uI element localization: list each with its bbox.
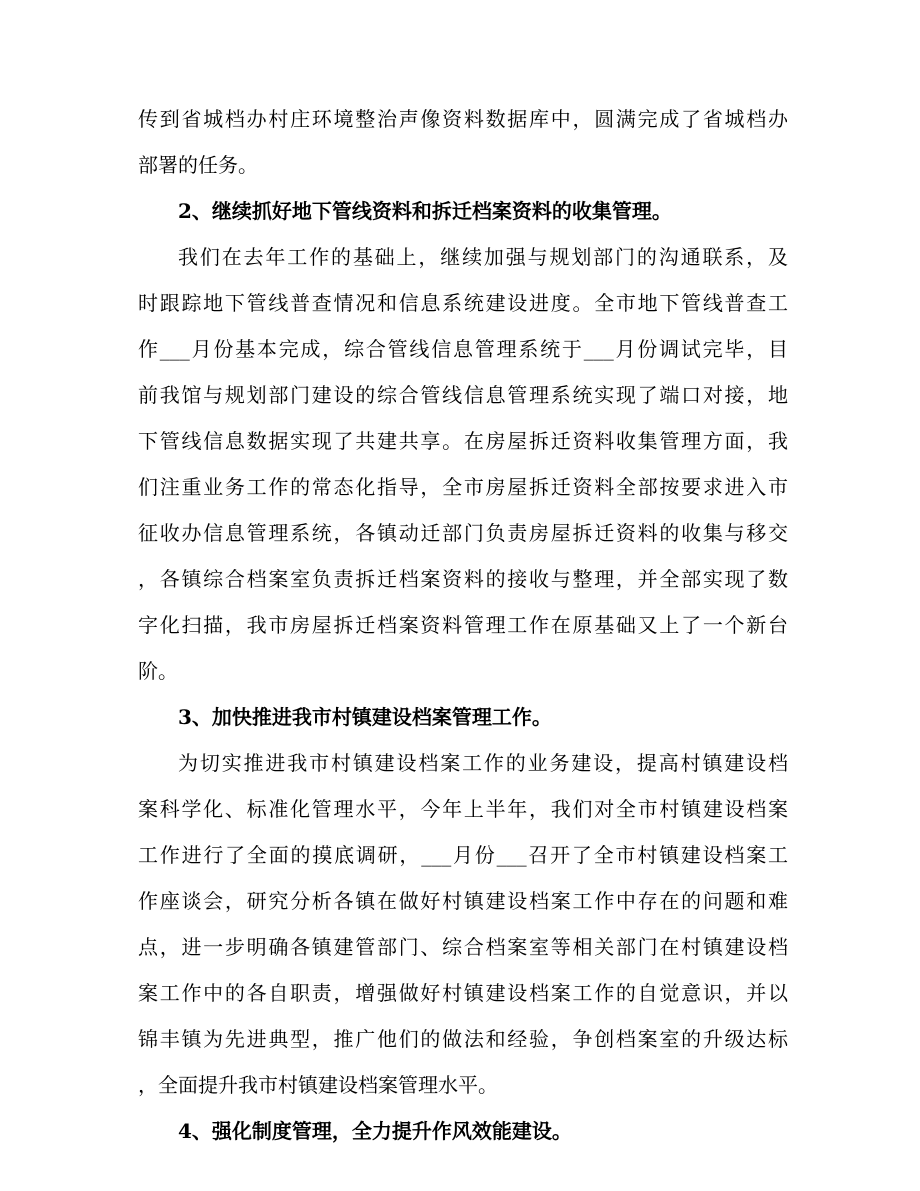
paragraph-line: 作___月份基本完成，综合管线信息管理系统于___月份调试完毕，目 bbox=[138, 337, 788, 361]
paragraph-line: 工作进行了全面的摸底调研，___月份___召开了全市村镇建设档案工 bbox=[138, 843, 788, 867]
section-heading-2: 2、继续抓好地下管线资料和拆迁档案资料的收集管理。 bbox=[178, 199, 672, 223]
paragraph-line: 征收办信息管理系统，各镇动迁部门负责房屋拆迁资料的收集与移交 bbox=[138, 521, 788, 545]
paragraph-line: 案科学化、标准化管理水平，今年上半年，我们对全市村镇建设档案 bbox=[138, 797, 788, 821]
paragraph-line: 案工作中的各自职责，增强做好村镇建设档案工作的自觉意识，并以 bbox=[138, 981, 788, 1005]
paragraph-line: 们注重业务工作的常态化指导，全市房屋拆迁资料全部按要求进入市 bbox=[138, 475, 788, 499]
paragraph-line: 我们在去年工作的基础上，继续加强与规划部门的沟通联系，及 bbox=[178, 245, 788, 269]
paragraph-line: 前我馆与规划部门建设的综合管线信息管理系统实现了端口对接，地 bbox=[138, 383, 788, 407]
paragraph-line: 阶。 bbox=[138, 659, 178, 683]
paragraph-line: 传到省城档办村庄环境整治声像资料数据库中，圆满完成了省城档办 bbox=[138, 107, 788, 131]
paragraph-line: 下管线信息数据实现了共建共享。在房屋拆迁资料收集管理方面，我 bbox=[138, 429, 788, 453]
paragraph-line: ，各镇综合档案室负责拆迁档案资料的接收与整理，并全部实现了数 bbox=[138, 567, 788, 591]
paragraph-line: 点，进一步明确各镇建管部门、综合档案室等相关部门在村镇建设档 bbox=[138, 935, 788, 959]
paragraph-line: 时跟踪地下管线普查情况和信息系统建设进度。全市地下管线普查工 bbox=[138, 291, 788, 315]
paragraph-line: 字化扫描，我市房屋拆迁档案资料管理工作在原基础又上了一个新台 bbox=[138, 613, 788, 637]
paragraph-line: 锦丰镇为先进典型，推广他们的做法和经验，争创档案室的升级达标 bbox=[138, 1027, 788, 1051]
paragraph-line: ，全面提升我市村镇建设档案管理水平。 bbox=[138, 1073, 498, 1097]
paragraph-line: 作座谈会，研究分析各镇在做好村镇建设档案工作中存在的问题和难 bbox=[138, 889, 788, 913]
paragraph-line: 为切实推进我市村镇建设档案工作的业务建设，提高村镇建设档 bbox=[178, 751, 788, 775]
paragraph-line: 部署的任务。 bbox=[138, 153, 258, 177]
section-heading-4: 4、强化制度管理，全力提升作风效能建设。 bbox=[178, 1119, 572, 1143]
section-heading-3: 3、加快推进我市村镇建设档案管理工作。 bbox=[178, 705, 552, 729]
